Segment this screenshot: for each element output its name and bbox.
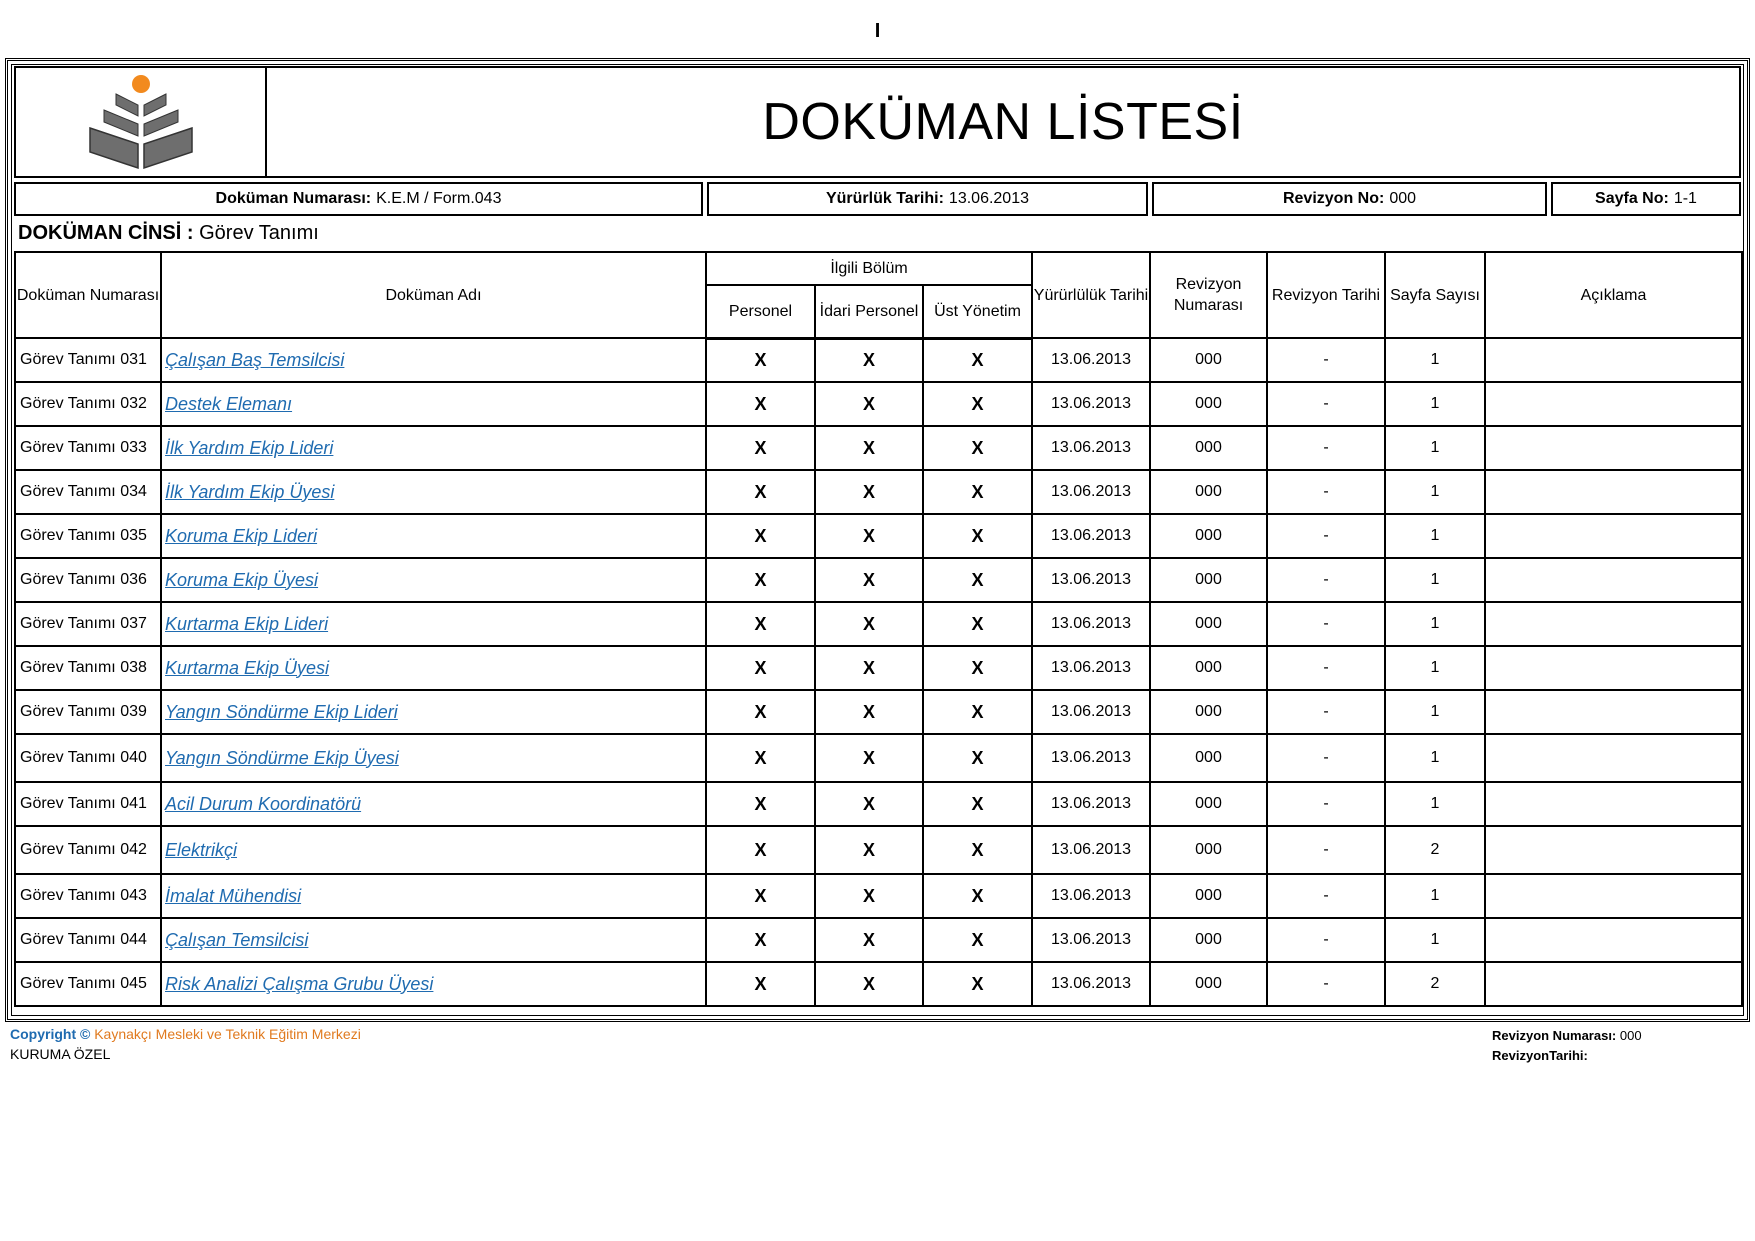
table-row bbox=[15, 918, 1742, 962]
book-logo-icon bbox=[86, 72, 196, 172]
ust-yonetim-mark: X bbox=[923, 602, 1032, 646]
doc-name-link[interactable]: Kurtarma Ekip Lideri bbox=[165, 613, 329, 634]
idari-personel-mark: X bbox=[815, 602, 923, 646]
effective-date-label: Yürürlük Tarihi: bbox=[825, 190, 944, 207]
doc-name-link[interactable]: Yangın Söndürme Ekip Üyesi bbox=[165, 747, 399, 768]
revision-date-cell: - bbox=[1267, 962, 1385, 1006]
idari-personel-mark: X bbox=[815, 734, 923, 782]
idari-personel-mark: X bbox=[815, 782, 923, 826]
doc-name-link[interactable]: Elektrikçi bbox=[165, 839, 238, 860]
page-count-cell: 2 bbox=[1385, 962, 1485, 1006]
page-count-cell: 1 bbox=[1385, 874, 1485, 918]
doc-number-cell: Görev Tanımı 044 bbox=[15, 918, 161, 962]
revision-date-cell: - bbox=[1267, 338, 1385, 382]
doc-name-link[interactable]: İlk Yardım Ekip Üyesi bbox=[165, 481, 335, 502]
description-cell bbox=[1485, 690, 1742, 734]
ust-yonetim-mark: X bbox=[923, 962, 1032, 1006]
page-count-cell: 1 bbox=[1385, 646, 1485, 690]
ust-yonetim-mark: X bbox=[923, 470, 1032, 514]
doc-number-value: K.E.M / Form.043 bbox=[376, 190, 502, 207]
effective-date-cell: 13.06.2013 bbox=[1032, 734, 1150, 782]
idari-personel-mark: X bbox=[815, 514, 923, 558]
idari-personel-mark: X bbox=[815, 962, 923, 1006]
description-cell bbox=[1485, 782, 1742, 826]
doc-name-cell bbox=[161, 782, 706, 826]
page-count-cell: 1 bbox=[1385, 558, 1485, 602]
doc-name-link[interactable]: Kurtarma Ekip Üyesi bbox=[165, 657, 330, 678]
revision-number-cell: 000 bbox=[1150, 826, 1267, 874]
revision-date-cell: - bbox=[1267, 470, 1385, 514]
personel-mark: X bbox=[706, 558, 815, 602]
description-cell bbox=[1485, 338, 1742, 382]
doc-number-cell: Görev Tanımı 034 bbox=[15, 470, 161, 514]
revision-value: 000 bbox=[1389, 190, 1417, 207]
doc-name-link[interactable]: Destek Elemanı bbox=[165, 393, 293, 414]
document-type bbox=[18, 222, 319, 245]
doc-number-cell: Görev Tanımı 033 bbox=[15, 426, 161, 470]
revision-date-cell: - bbox=[1267, 782, 1385, 826]
description-cell bbox=[1485, 734, 1742, 782]
table-row bbox=[15, 646, 1742, 690]
personel-mark: X bbox=[706, 382, 815, 426]
doc-number-cell: Görev Tanımı 031 bbox=[15, 338, 161, 382]
ust-yonetim-mark: X bbox=[923, 874, 1032, 918]
description-cell bbox=[1485, 382, 1742, 426]
doc-number-cell: Görev Tanımı 037 bbox=[15, 602, 161, 646]
header-page-count: Sayfa Sayısı bbox=[1385, 252, 1485, 338]
personel-mark: X bbox=[706, 426, 815, 470]
doc-name-link[interactable]: Koruma Ekip Üyesi bbox=[165, 569, 319, 590]
header-revision-number: Revizyon Numarası bbox=[1150, 252, 1267, 338]
footer-rev-date-label: RevizyonTarihi: bbox=[1492, 1048, 1588, 1063]
table-row bbox=[15, 470, 1742, 514]
doc-number-cell: Görev Tanımı 045 bbox=[15, 962, 161, 1006]
idari-personel-mark: X bbox=[815, 338, 923, 382]
doc-name-cell bbox=[161, 734, 706, 782]
effective-date-cell: 13.06.2013 bbox=[1032, 962, 1150, 1006]
ust-yonetim-mark: X bbox=[923, 918, 1032, 962]
doc-name-link[interactable]: Çalışan Baş Temsilcisi bbox=[165, 349, 345, 370]
table-row bbox=[15, 382, 1742, 426]
copyright-label: Copyright © bbox=[10, 1026, 91, 1042]
document-type-label: DOKÜMAN CİNSİ : bbox=[18, 222, 194, 244]
effective-date-cell: 13.06.2013 bbox=[1032, 874, 1150, 918]
page-cell bbox=[1551, 182, 1741, 216]
ust-yonetim-mark: X bbox=[923, 514, 1032, 558]
personel-mark: X bbox=[706, 918, 815, 962]
personel-mark: X bbox=[706, 470, 815, 514]
effective-date-value: 13.06.2013 bbox=[948, 190, 1029, 207]
table-row bbox=[15, 602, 1742, 646]
ust-yonetim-mark: X bbox=[923, 558, 1032, 602]
header-doc-name: Doküman Adı bbox=[161, 252, 706, 338]
description-cell bbox=[1485, 826, 1742, 874]
doc-number-cell: Görev Tanımı 039 bbox=[15, 690, 161, 734]
revision-date-cell: - bbox=[1267, 826, 1385, 874]
revision-number-cell: 000 bbox=[1150, 558, 1267, 602]
table-row bbox=[15, 826, 1742, 874]
header-ust-yonetim: Üst Yönetim bbox=[923, 285, 1032, 338]
revision-number-cell: 000 bbox=[1150, 602, 1267, 646]
revision-date-cell: - bbox=[1267, 382, 1385, 426]
doc-name-cell bbox=[161, 470, 706, 514]
doc-name-link[interactable]: İlk Yardım Ekip Lideri bbox=[165, 437, 334, 458]
revision-number-cell: 000 bbox=[1150, 382, 1267, 426]
personel-mark: X bbox=[706, 690, 815, 734]
revision-number-cell: 000 bbox=[1150, 338, 1267, 382]
page-count-cell: 2 bbox=[1385, 826, 1485, 874]
footer-private: KURUMA ÖZEL bbox=[10, 1046, 111, 1062]
revision-date-cell: - bbox=[1267, 558, 1385, 602]
personel-mark: X bbox=[706, 338, 815, 382]
organization-name: Kaynakçı Mesleki ve Teknik Eğitim Merkezi bbox=[94, 1026, 361, 1042]
personel-mark: X bbox=[706, 602, 815, 646]
info-bar bbox=[14, 182, 1741, 216]
document-header bbox=[14, 66, 1741, 178]
page-count-cell: 1 bbox=[1385, 514, 1485, 558]
doc-name-cell bbox=[161, 962, 706, 1006]
header-effective-date: Yürürlülük Tarihi bbox=[1032, 252, 1150, 338]
doc-name-cell bbox=[161, 826, 706, 874]
revision-number-cell: 000 bbox=[1150, 962, 1267, 1006]
document-type-value: Görev Tanımı bbox=[199, 222, 319, 244]
doc-name-cell bbox=[161, 918, 706, 962]
table-row bbox=[15, 874, 1742, 918]
ust-yonetim-mark: X bbox=[923, 338, 1032, 382]
footer-revision bbox=[1492, 1026, 1642, 1066]
page-count-cell: 1 bbox=[1385, 734, 1485, 782]
revision-date-cell: - bbox=[1267, 734, 1385, 782]
page-label: Sayfa No: bbox=[1595, 190, 1669, 207]
description-cell bbox=[1485, 646, 1742, 690]
doc-number-cell: Görev Tanımı 035 bbox=[15, 514, 161, 558]
effective-date-cell: 13.06.2013 bbox=[1032, 602, 1150, 646]
doc-name-link[interactable]: Risk Analizi Çalışma Grubu Üyesi bbox=[165, 973, 434, 994]
table-row bbox=[15, 734, 1742, 782]
personel-mark: X bbox=[706, 734, 815, 782]
revision-number-cell: 000 bbox=[1150, 426, 1267, 470]
revision-date-cell: - bbox=[1267, 918, 1385, 962]
ust-yonetim-mark: X bbox=[923, 646, 1032, 690]
doc-number-cell: Görev Tanımı 032 bbox=[15, 382, 161, 426]
effective-date-cell: 13.06.2013 bbox=[1032, 690, 1150, 734]
table-row bbox=[15, 558, 1742, 602]
revision-label: Revizyon No: bbox=[1282, 190, 1385, 207]
effective-date-cell: 13.06.2013 bbox=[1032, 558, 1150, 602]
doc-name-link[interactable]: Acil Durum Koordinatörü bbox=[165, 793, 362, 814]
description-cell bbox=[1485, 470, 1742, 514]
header-idari-personel: İdari Personel bbox=[815, 285, 923, 338]
idari-personel-mark: X bbox=[815, 874, 923, 918]
doc-number-label: Doküman Numarası: bbox=[215, 190, 372, 207]
table-row bbox=[15, 426, 1742, 470]
idari-personel-mark: X bbox=[815, 646, 923, 690]
ust-yonetim-mark: X bbox=[923, 734, 1032, 782]
personel-mark: X bbox=[706, 646, 815, 690]
revision-number-cell: 000 bbox=[1150, 690, 1267, 734]
doc-name-cell bbox=[161, 602, 706, 646]
page-count-cell: 1 bbox=[1385, 470, 1485, 514]
table-body bbox=[15, 338, 1742, 1006]
personel-mark: X bbox=[706, 826, 815, 874]
description-cell bbox=[1485, 426, 1742, 470]
revision-number-cell: 000 bbox=[1150, 918, 1267, 962]
doc-name-link[interactable]: Yangın Söndürme Ekip Lideri bbox=[165, 701, 398, 722]
page-count-cell: 1 bbox=[1385, 918, 1485, 962]
footer-rev-no-value: 000 bbox=[1619, 1028, 1642, 1043]
doc-name-cell bbox=[161, 514, 706, 558]
header-revision-date: Revizyon Tarihi bbox=[1267, 252, 1385, 338]
page-count-cell: 1 bbox=[1385, 690, 1485, 734]
personel-mark: X bbox=[706, 962, 815, 1006]
revision-date-cell: - bbox=[1267, 646, 1385, 690]
header-related-section: İlgili Bölüm bbox=[706, 252, 1032, 285]
effective-date-cell: 13.06.2013 bbox=[1032, 470, 1150, 514]
revision-number-cell: 000 bbox=[1150, 470, 1267, 514]
personel-mark: X bbox=[706, 514, 815, 558]
revision-date-cell: - bbox=[1267, 602, 1385, 646]
doc-number-cell: Görev Tanımı 038 bbox=[15, 646, 161, 690]
idari-personel-mark: X bbox=[815, 918, 923, 962]
description-cell bbox=[1485, 918, 1742, 962]
doc-number-cell: Görev Tanımı 036 bbox=[15, 558, 161, 602]
doc-name-cell bbox=[161, 646, 706, 690]
page-count-cell: 1 bbox=[1385, 382, 1485, 426]
doc-name-cell bbox=[161, 874, 706, 918]
effective-date-cell: 13.06.2013 bbox=[1032, 646, 1150, 690]
personel-mark: X bbox=[706, 874, 815, 918]
effective-date-cell: 13.06.2013 bbox=[1032, 382, 1150, 426]
ust-yonetim-mark: X bbox=[923, 690, 1032, 734]
table-row bbox=[15, 782, 1742, 826]
doc-number-cell: Görev Tanımı 040 bbox=[15, 734, 161, 782]
page-value: 1-1 bbox=[1673, 190, 1697, 207]
revision-date-cell: - bbox=[1267, 690, 1385, 734]
doc-number-cell: Görev Tanımı 041 bbox=[15, 782, 161, 826]
table-row bbox=[15, 338, 1742, 382]
revision-number-cell: 000 bbox=[1150, 646, 1267, 690]
page-count-cell: 1 bbox=[1385, 426, 1485, 470]
ust-yonetim-mark: X bbox=[923, 782, 1032, 826]
page-count-cell: 1 bbox=[1385, 602, 1485, 646]
idari-personel-mark: X bbox=[815, 690, 923, 734]
revision-cell bbox=[1152, 182, 1547, 216]
table-row bbox=[15, 962, 1742, 1006]
idari-personel-mark: X bbox=[815, 826, 923, 874]
ust-yonetim-mark: X bbox=[923, 382, 1032, 426]
doc-name-cell bbox=[161, 338, 706, 382]
ust-yonetim-mark: X bbox=[923, 826, 1032, 874]
idari-personel-mark: X bbox=[815, 470, 923, 514]
doc-name-cell bbox=[161, 426, 706, 470]
page-count-cell: 1 bbox=[1385, 782, 1485, 826]
effective-date-cell: 13.06.2013 bbox=[1032, 918, 1150, 962]
description-cell bbox=[1485, 558, 1742, 602]
idari-personel-mark: X bbox=[815, 558, 923, 602]
personel-mark: X bbox=[706, 782, 815, 826]
document-table bbox=[14, 251, 1743, 1007]
revision-date-cell: - bbox=[1267, 426, 1385, 470]
ust-yonetim-mark: X bbox=[923, 426, 1032, 470]
doc-name-link[interactable]: İmalat Mühendisi bbox=[165, 885, 302, 906]
description-cell bbox=[1485, 962, 1742, 1006]
revision-number-cell: 000 bbox=[1150, 514, 1267, 558]
revision-number-cell: 000 bbox=[1150, 874, 1267, 918]
doc-name-link[interactable]: Çalışan Temsilcisi bbox=[165, 929, 309, 950]
idari-personel-mark: X bbox=[815, 382, 923, 426]
footer-rev-no-label: Revizyon Numarası: bbox=[1492, 1028, 1617, 1043]
table-row bbox=[15, 690, 1742, 734]
doc-name-cell bbox=[161, 382, 706, 426]
header-personel: Personel bbox=[706, 285, 815, 338]
logo bbox=[16, 68, 267, 176]
idari-personel-mark: X bbox=[815, 426, 923, 470]
effective-date-cell: 13.06.2013 bbox=[1032, 826, 1150, 874]
footer-copyright bbox=[10, 1026, 361, 1042]
doc-name-link[interactable]: Koruma Ekip Lideri bbox=[165, 525, 318, 546]
doc-number-cell bbox=[14, 182, 703, 216]
doc-name-cell bbox=[161, 690, 706, 734]
description-cell bbox=[1485, 874, 1742, 918]
doc-name-cell bbox=[161, 558, 706, 602]
effective-date-cell bbox=[707, 182, 1148, 216]
revision-date-cell: - bbox=[1267, 514, 1385, 558]
effective-date-cell: 13.06.2013 bbox=[1032, 514, 1150, 558]
document-title: DOKÜMAN LİSTESİ bbox=[762, 93, 1244, 151]
revision-number-cell: 000 bbox=[1150, 782, 1267, 826]
effective-date-cell: 13.06.2013 bbox=[1032, 338, 1150, 382]
header-description: Açıklama bbox=[1485, 252, 1742, 338]
description-cell bbox=[1485, 514, 1742, 558]
page-count-cell: 1 bbox=[1385, 338, 1485, 382]
header-doc-number: Doküman Numarası bbox=[15, 252, 161, 338]
revision-number-cell: 000 bbox=[1150, 734, 1267, 782]
doc-number-cell: Görev Tanımı 042 bbox=[15, 826, 161, 874]
page-mark: I bbox=[874, 20, 881, 42]
table-row bbox=[15, 514, 1742, 558]
doc-number-cell: Görev Tanımı 043 bbox=[15, 874, 161, 918]
effective-date-cell: 13.06.2013 bbox=[1032, 782, 1150, 826]
revision-date-cell: - bbox=[1267, 874, 1385, 918]
effective-date-cell: 13.06.2013 bbox=[1032, 426, 1150, 470]
description-cell bbox=[1485, 602, 1742, 646]
